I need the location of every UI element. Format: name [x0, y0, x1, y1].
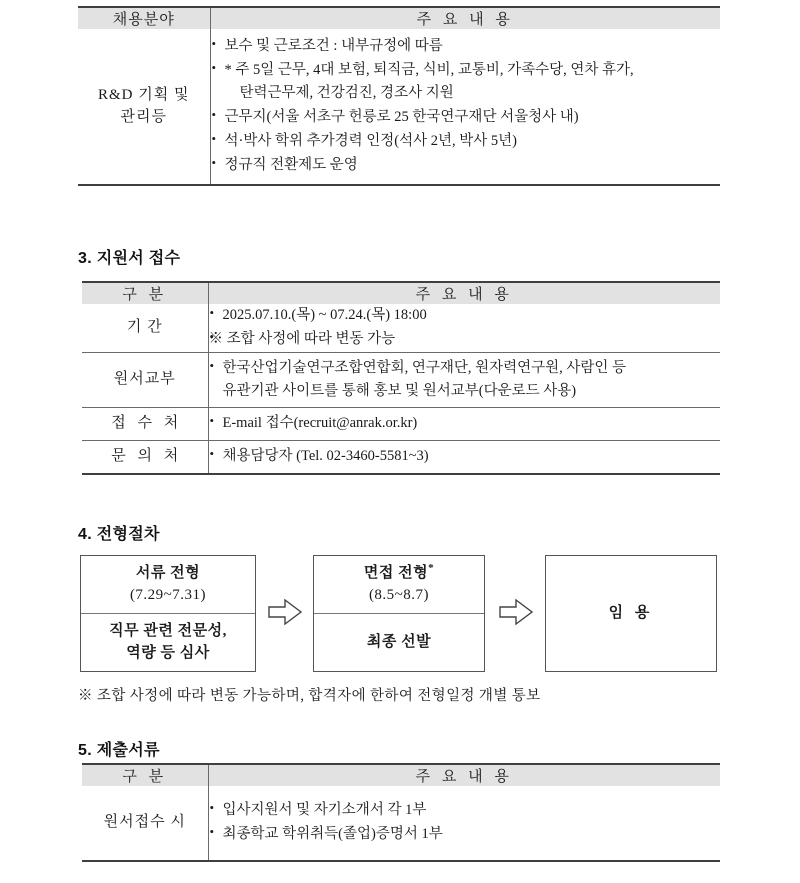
- cell-category-inquiry: 문 의 처: [82, 441, 208, 475]
- flow-step-3-title-area: [546, 556, 716, 671]
- header-recruitment-field: 채용분야: [78, 7, 210, 29]
- table-row: [82, 786, 720, 861]
- cell-category-issuance: 원서교부: [82, 353, 208, 408]
- flow-arrow-right-icon-1: [267, 598, 303, 631]
- flow-step-1-detail-area: [81, 614, 255, 672]
- flow-step-2-title-area: [314, 556, 484, 614]
- flow-step-1-period: (7.29~7.31): [129, 586, 207, 603]
- flow-step-2-title-text: 면접 전형: [363, 564, 429, 581]
- sub-item-line-2: 탄력근무제, 건강검진, 경조사 지원: [239, 85, 454, 102]
- flow-step-2-period: (8.5~8.7): [368, 586, 430, 603]
- flow-step-2-title: [364, 563, 434, 585]
- section-heading-application: 3. 지원서 접수: [78, 250, 181, 267]
- cell-category-period: 기 간: [82, 304, 208, 353]
- asterisk-mark: *: [428, 561, 435, 574]
- note-item: • ※ 조합 사정에 따라 변동 가능: [209, 328, 721, 351]
- list-item: • 정규직 전환제도 운영: [211, 154, 721, 177]
- header-main-details: 주 요 내 용: [208, 764, 720, 786]
- flow-step-document-screening: [80, 555, 256, 672]
- cell-category-submission: 접 수 처: [82, 408, 208, 441]
- list-item: • 근무지(서울 서초구 헌릉로 25 한국연구재단 서울청사 내): [211, 106, 721, 129]
- submission-documents-table: [82, 763, 720, 862]
- flow-step-appointment: [545, 555, 717, 672]
- flow-step-2-detail-area: [314, 614, 484, 672]
- list-item: • E-mail 접수(recruit@anrak.or.kr): [209, 412, 721, 435]
- header-main-details: 주 요 내 용: [208, 282, 720, 304]
- list-item: • 2025.07.10.(목) ~ 07.24.(목) 18:00: [209, 304, 721, 327]
- flow-step-2-detail-line-1: 최종 선발: [366, 634, 432, 651]
- flow-arrow-right-icon-2: [498, 598, 534, 631]
- field-name-line-1: R&D 기획 및: [98, 86, 190, 103]
- flow-step-1-title: 서류 전형: [135, 564, 201, 581]
- flow-step-1-title-area: [81, 556, 255, 614]
- flow-step-interview: [313, 555, 485, 672]
- issuance-line-2: 유관기관 사이트를 통해 홍보 및 원서교부(다운로드 사용): [222, 382, 577, 399]
- flow-step-1-detail-line-2: 역량 등 심사: [126, 645, 210, 661]
- header-main-details: 주 요 내 용: [210, 7, 720, 29]
- list-item: • 입사지원서 및 자기소개서 각 1부: [209, 799, 721, 822]
- section-heading-documents: 5. 제출서류: [78, 742, 160, 759]
- list-item: • 채용담당자 (Tel. 02-3460-5581~3): [209, 445, 721, 468]
- header-category: 구 분: [82, 282, 208, 304]
- field-name-line-2: 관리등: [120, 108, 167, 125]
- flow-step-1-detail-line-1: 직무 관련 전문성,: [109, 623, 227, 640]
- flow-step-3-title: 임 용: [608, 604, 654, 621]
- sub-item-line-1: * 주 5일 근무, 4대 보험, 퇴직금, 식비, 교통비, 가족수당, 연차 휴가,: [224, 62, 634, 79]
- issuance-line-1: 한국산업기술연구조합연합회, 연구재단, 원자력연구원, 사람인 등: [222, 359, 627, 376]
- section-heading-process: 4. 전형절차: [78, 526, 160, 543]
- header-category: 구 분: [82, 764, 208, 786]
- details-list: [209, 799, 721, 846]
- cell-category-on-application: 원서접수 시: [82, 786, 208, 861]
- list-item: • 최종학교 학위취득(졸업)증명서 1부: [209, 823, 721, 846]
- list-item: • 보수 및 근로조건 : 내부규정에 따름: [211, 35, 721, 58]
- list-item: • 석·박사 학위 추가경력 인정(석사 2년, 박사 5년): [211, 130, 721, 153]
- cell-required-documents: [208, 786, 720, 861]
- process-note: ※ 조합 사정에 따라 변동 가능하며, 합격자에 한하여 전형일정 개별 통보: [78, 688, 541, 704]
- table-header-row: [82, 764, 720, 786]
